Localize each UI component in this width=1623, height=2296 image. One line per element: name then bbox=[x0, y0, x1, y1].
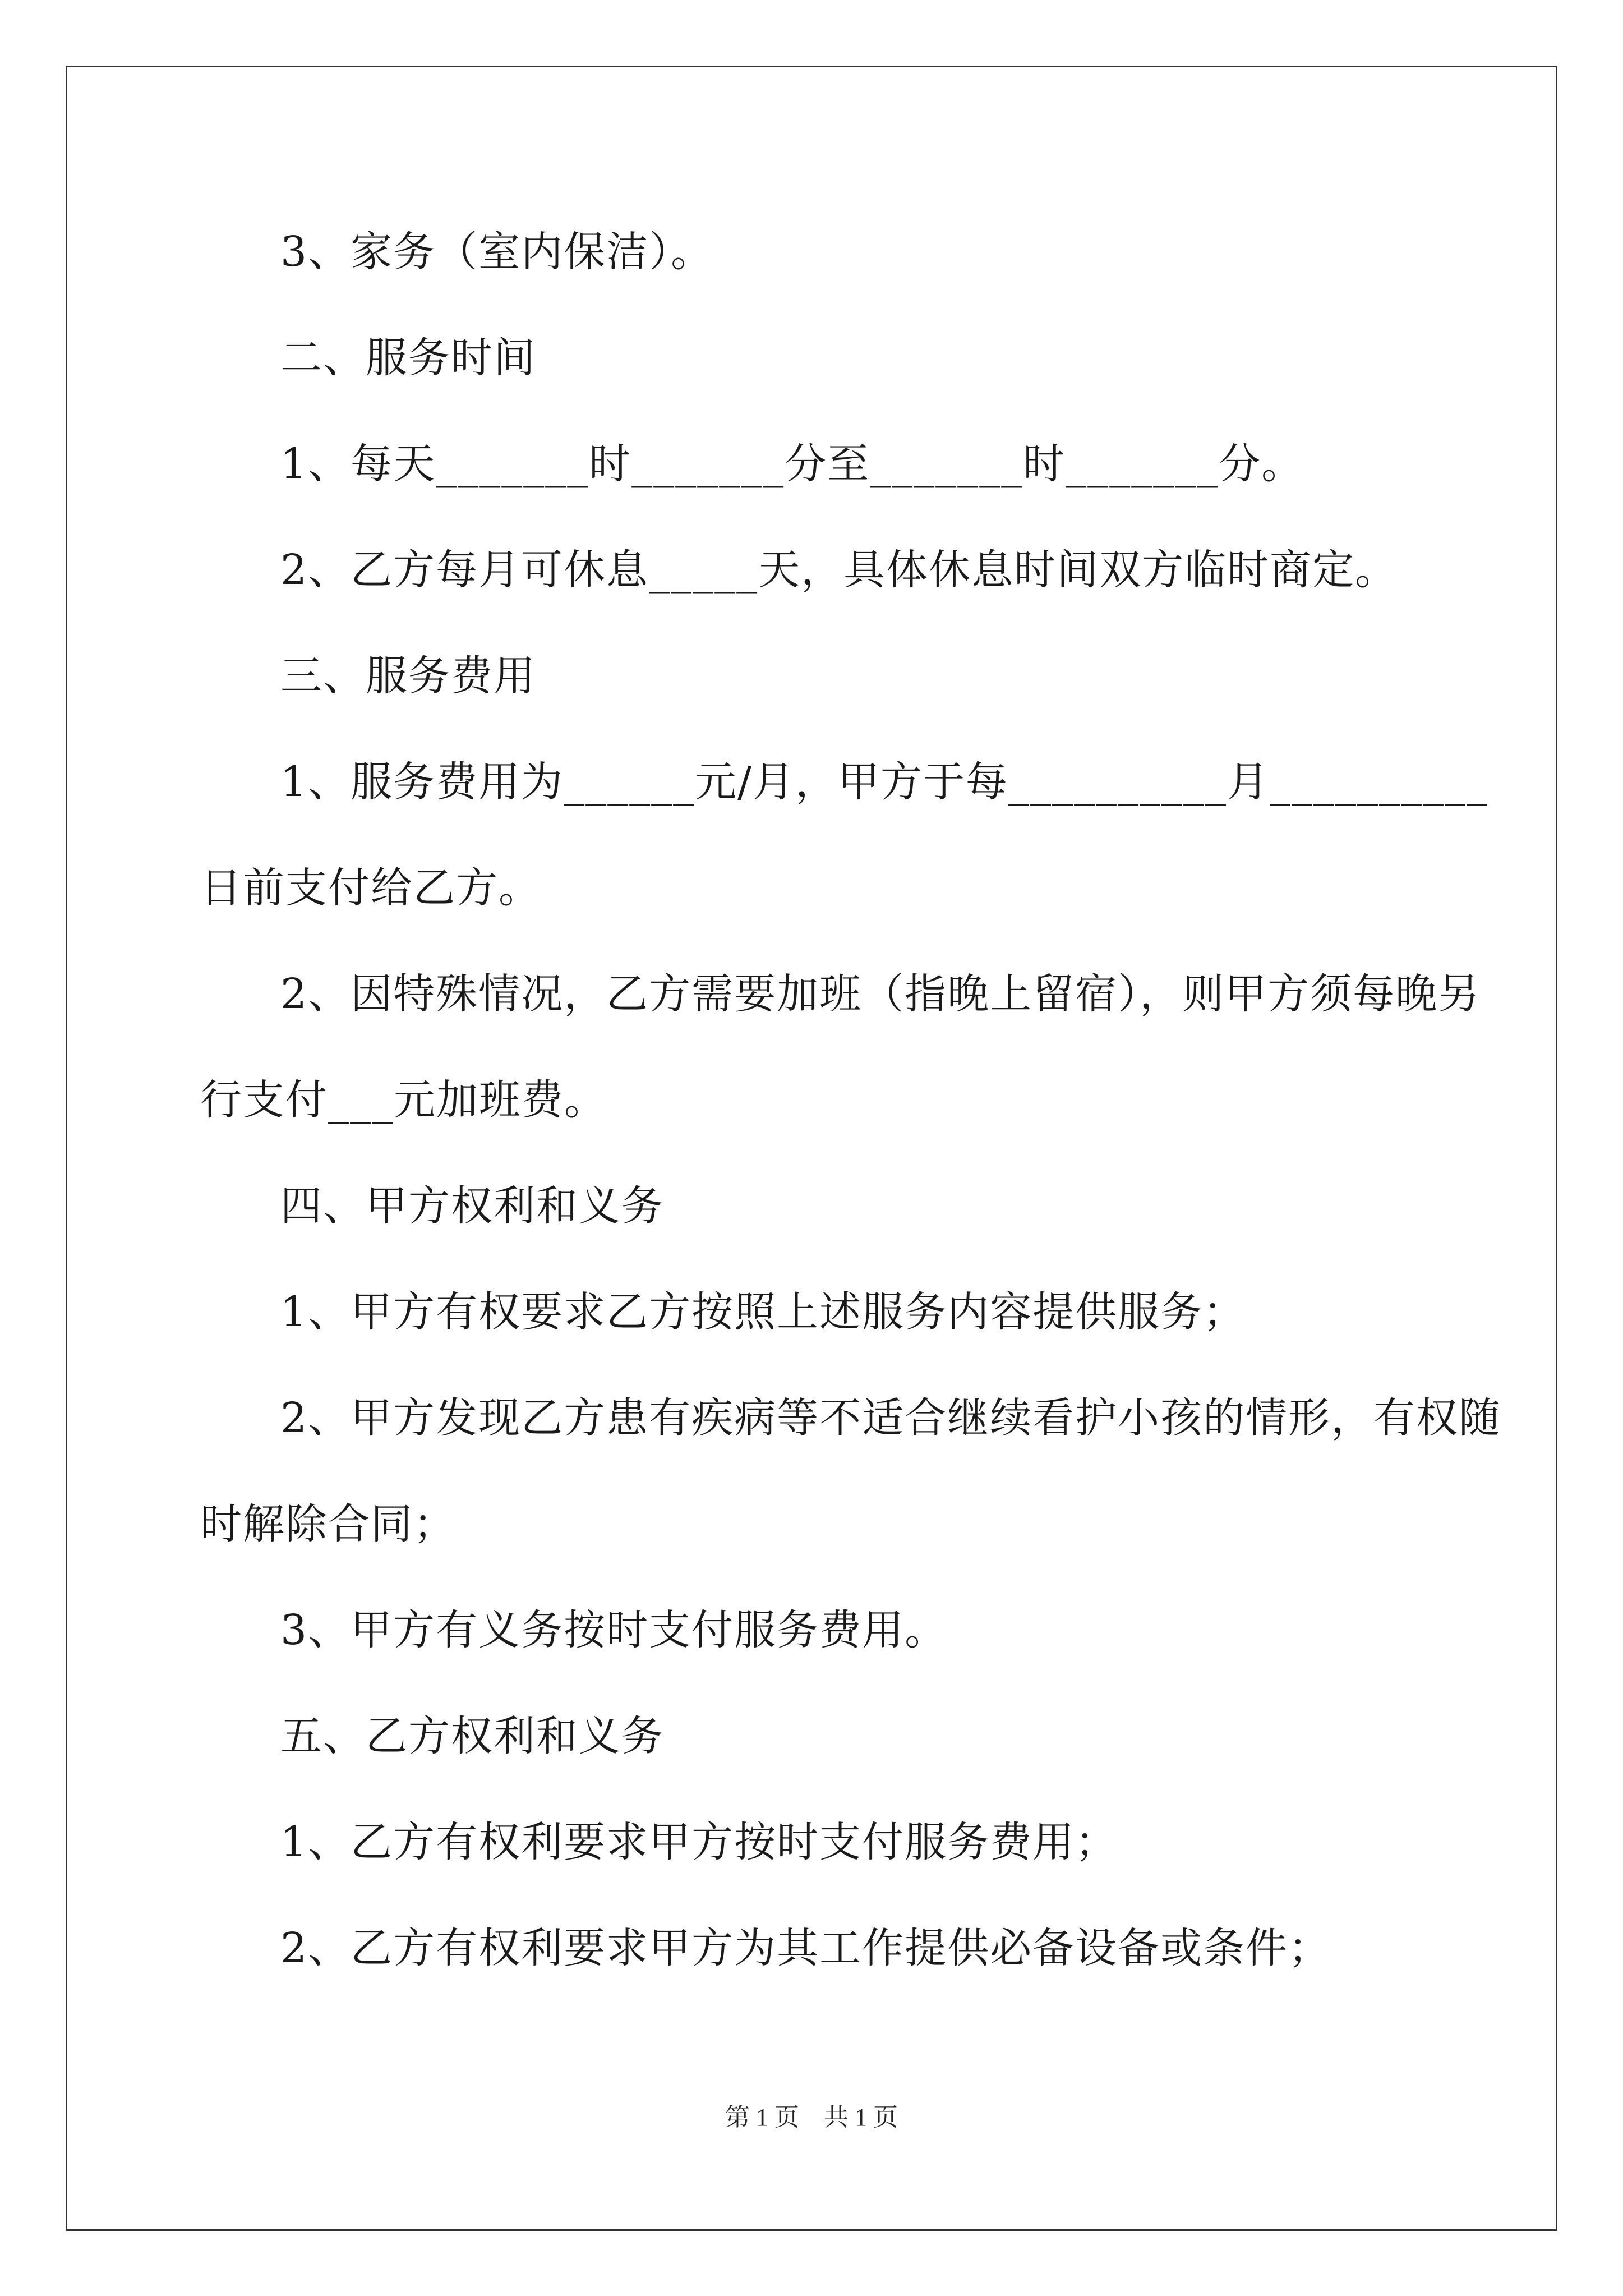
paragraph-line: 1、乙方有权利要求甲方按时支付服务费用； bbox=[280, 1818, 1118, 1866]
section-heading: 四、甲方权利和义务 bbox=[280, 1182, 664, 1230]
section-heading: 五、乙方权利和义务 bbox=[280, 1712, 664, 1760]
paragraph-line: 时解除合同； bbox=[200, 1500, 456, 1548]
paragraph-line: 1、服务费用为______元/月，甲方于每__________月__________ bbox=[280, 758, 1489, 806]
page-border bbox=[66, 66, 1557, 2231]
paragraph-line: 3、甲方有义务按时支付服务费用。 bbox=[280, 1606, 948, 1654]
paragraph-line: 日前支付给乙方。 bbox=[200, 864, 541, 912]
paragraph-line: 行支付___元加班费。 bbox=[200, 1076, 607, 1124]
paragraph-line: 2、乙方每月可休息_____天，具体休息时间双方临时商定。 bbox=[280, 546, 1398, 594]
page-footer: 第 1 页 共 1 页 bbox=[725, 2104, 898, 2131]
paragraph-line: 1、每天_______时_______分至_______时_______分。 bbox=[280, 440, 1304, 488]
paragraph-line: 2、甲方发现乙方患有疾病等不适合继续看护小孩的情形，有权随 bbox=[280, 1394, 1502, 1442]
paragraph-line: 2、乙方有权利要求甲方为其工作提供必备设备或条件； bbox=[280, 1924, 1331, 1972]
paragraph-line: 3、家务（室内保洁）。 bbox=[280, 228, 714, 276]
section-heading: 三、服务费用 bbox=[280, 652, 536, 700]
section-heading: 二、服务时间 bbox=[280, 334, 536, 382]
paragraph-line: 1、甲方有权要求乙方按照上述服务内容提供服务； bbox=[280, 1288, 1246, 1336]
paragraph-line: 2、因特殊情况，乙方需要加班（指晚上留宿），则甲方须每晚另 bbox=[280, 970, 1481, 1018]
